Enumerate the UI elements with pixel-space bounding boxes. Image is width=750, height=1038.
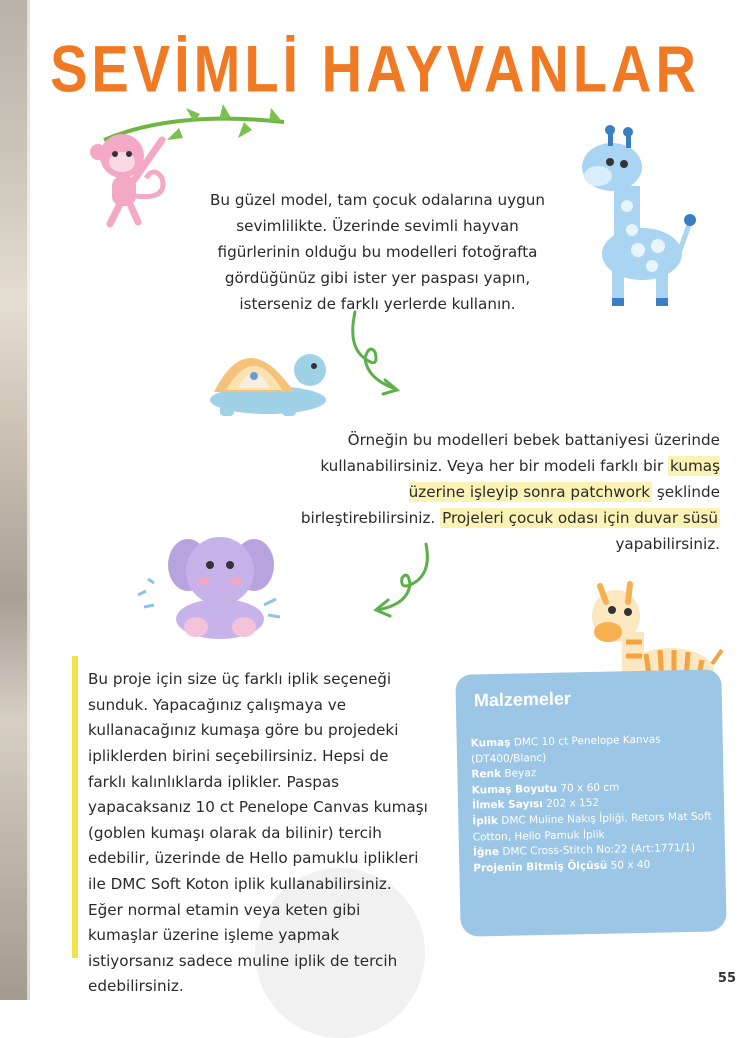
arrow-down-right <box>345 308 405 398</box>
intro-paragraph: Bu güzel model, tam çocuk odalarına uygun sevimlilikte. Üzerinde sevimli hayvan figürlerinin olduğu bu modelleri fotoğrafta gördüğünüz gibi ister yer paspası yapın, isterseniz de farklı yerlerde kullanın. <box>209 191 546 314</box>
materials-item: İğne DMC Cross-Stitch No:22 (Art:1771/1) <box>472 841 696 859</box>
usage-highlight-2: Projeleri çocuk odası için duvar süsü <box>442 509 718 528</box>
giraffe-illustration <box>572 122 702 312</box>
materials-item: İlmek Sayısı 202 x 152 <box>471 797 600 812</box>
usage-highlight-1: kumaş üzerine işleyip sonra patchwork <box>408 457 720 502</box>
materials-item: Kumaş Boyutu 70 x 60 cm <box>471 781 620 797</box>
materials-heading: Malzemeler <box>473 688 572 711</box>
paragraph-accent-bar <box>72 656 78 958</box>
materials-item: İplik DMC Muline Nakış İpliği, Retors Mat Soft Cotton, Hello Pamuk İplik <box>472 810 712 844</box>
materials-item: Kumaş DMC 10 ct Penelope Kanvas (DT400/Blanc) <box>470 733 661 766</box>
page-number: 55 <box>717 971 736 986</box>
materials-list <box>471 731 714 876</box>
materials-box <box>455 669 726 937</box>
usage-paragraph <box>300 427 720 557</box>
usage-text-3: yapabilirsiniz. <box>615 535 720 554</box>
page-title: SEVİMLİ HAYVANLAR <box>50 31 700 106</box>
materials-item: Projenin Bitmiş Ölçüsü 50 x 40 <box>473 858 651 875</box>
thread-paragraph: Bu proje için size üç farklı iplik seçeneği sunduk. Yapacağınız çalışmaya ve kullanacağınız kumaşa göre bu projedeki ipliklerden birini seçebilirsiniz. Hepsi de farklı kalınlıklarda iplikler. Paspas yapacaksanız 10 ct Penelope Canvas kumaşı (goblen kumaşı olarak da bilinir) tercih edebilir, üzerinde de Hello pamuklu iplikleri ile DMC Soft Koton iplik kullanabilirsiniz. Eğer normal etamin veya keten gibi kumaşlar üzerine işleme yapmak istiyorsanız sadece muline iplik de tercih edebilirsiniz. <box>88 670 428 996</box>
turtle-illustration <box>198 330 333 420</box>
materials-item: Renk Beyaz <box>471 767 537 781</box>
elephant-illustration <box>134 515 284 645</box>
usage-text-2: şeklinde birleştirebilirsiniz. <box>300 483 720 528</box>
usage-text-1: Örneğin bu modelleri bebek battaniyesi üzerinde kullanabilirsiniz. Veya her bir modeli farklı bir <box>320 431 720 476</box>
photo-strip <box>0 0 30 1000</box>
